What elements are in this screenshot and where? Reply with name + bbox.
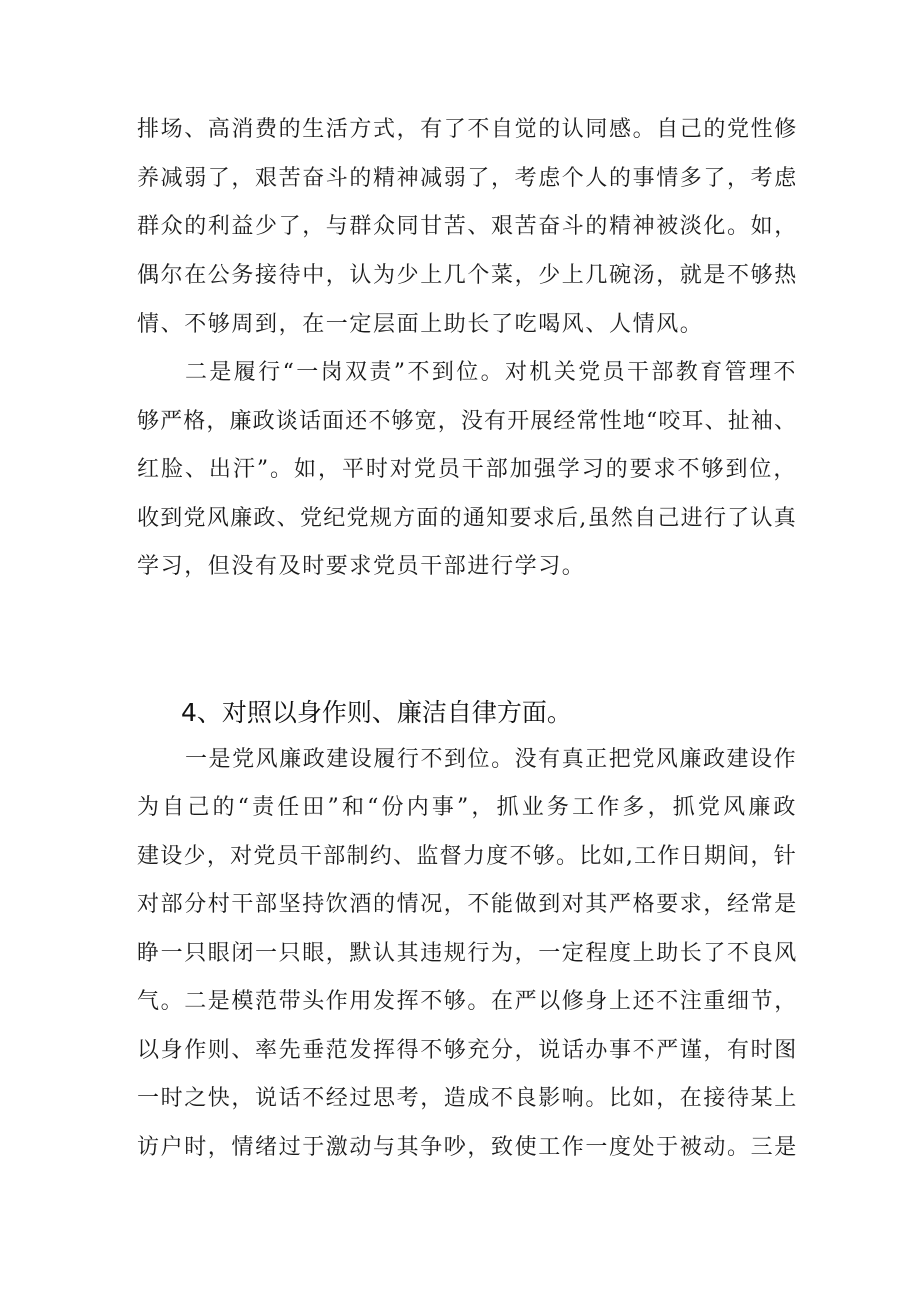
text-line: 对部分村干部坚持饮酒的情况，不能做到对其严格要求，经常是 bbox=[137, 892, 798, 917]
text-line: 一时之快，说话不经过思考，造成不良影响。比如，在接待某上 bbox=[137, 1086, 798, 1111]
text-line: 偶尔在公务接待中，认为少上几个菜，少上几碗汤，就是不够热 bbox=[137, 263, 798, 288]
text-line: 以身作则、率先垂范发挥得不够充分，说话办事不严谨，有时图 bbox=[137, 1038, 798, 1063]
text-line: 学习，但没有及时要求党员干部进行学习。 bbox=[137, 554, 586, 579]
text-line: 情、不够周到，在一定层面上助长了吃喝风、人情风。 bbox=[137, 312, 704, 337]
text-line: 访户时，情绪过于激动与其争吵，致使工作一度处于被动。三是 bbox=[137, 1135, 798, 1160]
text-line: 二是履行“一岗双责”不到位。对机关党员干部教育管理不 bbox=[185, 360, 797, 385]
text-line: 一是党风廉政建设履行不到位。没有真正把党风廉政建设作 bbox=[185, 747, 797, 772]
text-line: 养减弱了，艰苦奋斗的精神减弱了，考虑个人的事情多了，考虑 bbox=[137, 166, 798, 191]
text-line: 群众的利益少了，与群众同甘苦、艰苦奋斗的精神被淡化。如， bbox=[137, 214, 798, 239]
text-line: 够严格，廉政谈话面还不够宽，没有开展经常性地“咬耳、扯袖、 bbox=[137, 409, 797, 434]
text-line: 红脸、出汗”。如，平时对党员干部加强学习的要求不够到位， bbox=[137, 457, 797, 482]
text-line: 为自己的“责任田”和“份内事”，抓业务工作多，抓党风廉政 bbox=[137, 795, 797, 820]
text-line: 建设少，对党员干部制约、监督力度不够。比如,工作日期间，针 bbox=[137, 844, 797, 869]
section-heading: 4、对照以身作则、廉洁自律方面。 bbox=[181, 698, 572, 727]
text-line: 气。二是模范带头作用发挥不够。在严以修身上还不注重细节， bbox=[137, 989, 798, 1014]
text-line: 收到党风廉政、党纪党规方面的通知要求后,虽然自己进行了认真 bbox=[137, 506, 797, 531]
text-line: 排场、高消费的生活方式，有了不自觉的认同感。自己的党性修 bbox=[137, 117, 798, 142]
text-line: 睁一只眼闭一只眼，默认其违规行为，一定程度上助长了不良风 bbox=[137, 941, 798, 966]
